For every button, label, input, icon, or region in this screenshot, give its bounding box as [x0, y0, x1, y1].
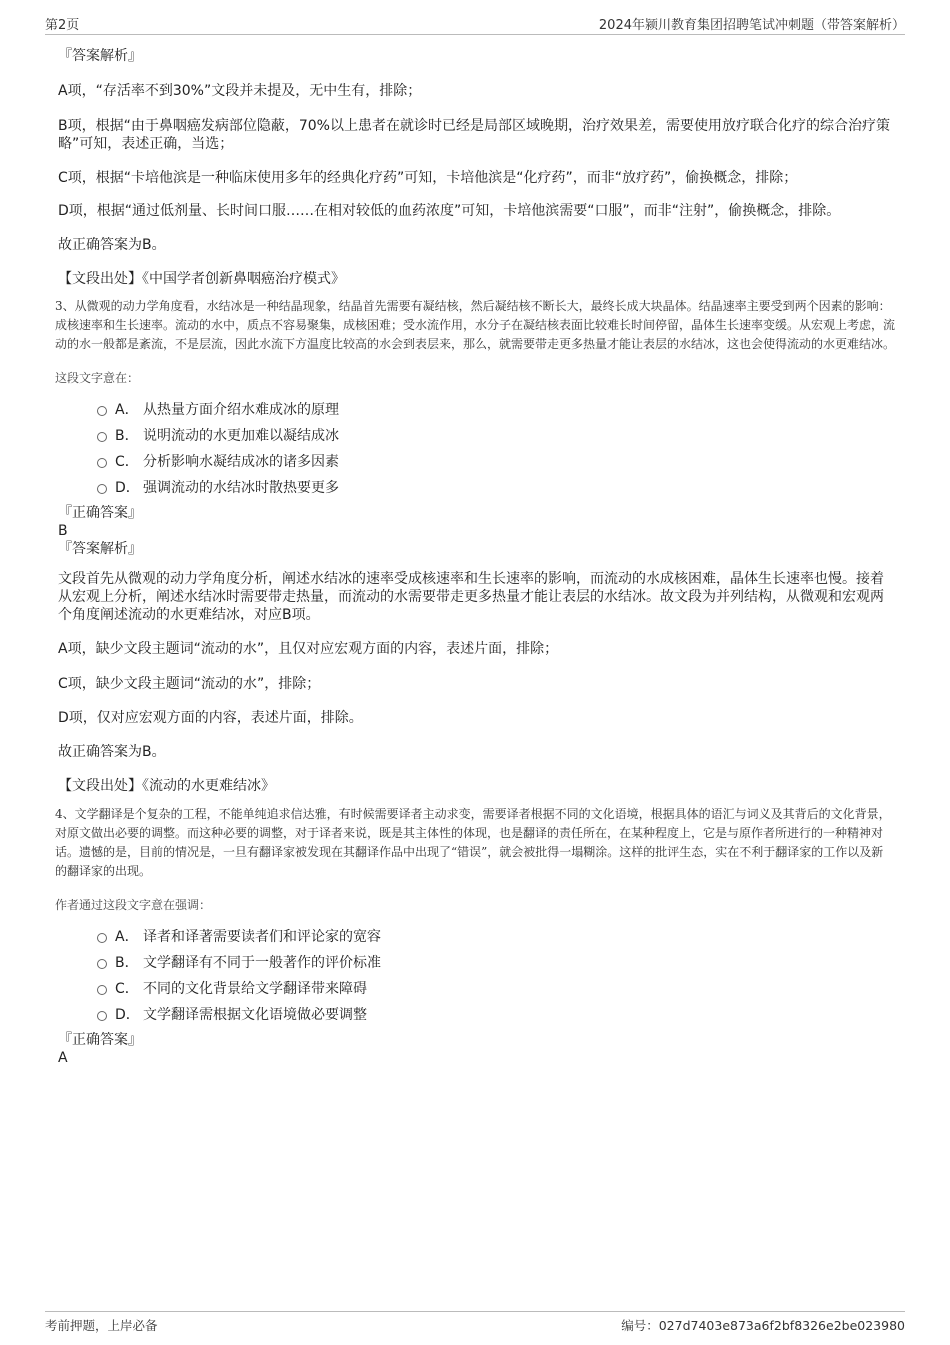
- correct-answer: B: [58, 523, 68, 539]
- question-3-prompt: 这段文字意在：: [55, 371, 140, 385]
- page-header: [45, 14, 905, 35]
- radio-icon[interactable]: [97, 406, 107, 416]
- analysis-line-b: B项，根据“由于鼻咽癌发病部位隐蔽，70%以上患者在就诊时已经是局部区域晚期，治疗效果差，需要使用放疗联合化疗的综合治疗策略”可知，表述正确，当选；: [58, 118, 890, 152]
- question-4-stem: 4、文学翻译是个复杂的工程，不能单纯追求信达雅，有时候需要译者主动求变，需要译者根据不同的文化语境，根据具体的语汇与词义及其背后的文化背景，对原文做出必要的调整。而这种必要的调整，对于译者来说，既是其主体性的体现，也是翻译的责任所在，在某种程度上，它是与原作者所进行的一种精神对话。遗憾的是，目前的情况是，一旦有翻译家被发现在其翻译作品中出现了“错误”，就会被批得一塌糊涂。这样的批评生态，实在不利于翻译家的工作以及新的翻译家的出现。: [55, 807, 891, 878]
- text-source: 【文段出处】《流动的水更难结冰》: [58, 778, 275, 794]
- option-b[interactable]: B． 文学翻译有不同于一般著作的评价标准: [95, 950, 895, 976]
- radio-icon[interactable]: [97, 959, 107, 969]
- option-c[interactable]: C． 不同的文化背景给文学翻译带来障碍: [95, 976, 895, 1002]
- question-3-options: [95, 397, 895, 501]
- question-3-stem: 3、从微观的动力学角度看，水结冰是一种结晶现象，结晶首先需要有凝结核，然后凝结核不断长大，最终长成大块晶体。结晶速率主要受到两个因素的影响：成核速率和生长速率。流动的水中，质点不容易聚集，成核困难；受水流作用，水分子在凝结核表面比较难长时间停留，晶体生长速率变缓。从宏观上考虑，流动的水一般都是紊流，不是层流，因此水流下方温度比较高的水会到表层来，那么，就需要带走更多热量才能让表层的水结冰，这也会使得流动的水更难结冰。: [55, 299, 896, 351]
- radio-icon[interactable]: [97, 458, 107, 468]
- analysis-paragraph: 文段首先从微观的动力学角度分析，阐述水结冰的速率受成核速率和生长速率的影响，而流动的水成核困难，晶体生长速率也慢。接着从宏观上分析，阐述水结冰时需要带走热量，而流动的水需要带走更多热量才能让表层的水结冰。故文段为并列结构，从微观和宏观两个角度阐述流动的水更难结冰，对应B项。: [58, 571, 884, 623]
- question-4-options: [95, 924, 895, 1028]
- analysis-label: 『答案解析』: [58, 541, 142, 557]
- analysis-line-c: C项，缺少文段主题词“流动的水”，排除；: [58, 676, 321, 692]
- analysis-line-c: C项，根据“卡培他滨是一种临床使用多年的经典化疗药”可知，卡培他滨是“化疗药”，而非“放疗药”，偷换概念，排除；: [58, 170, 798, 186]
- page-footer: [45, 1311, 905, 1339]
- radio-icon[interactable]: [97, 985, 107, 995]
- option-b[interactable]: B． 说明流动的水更加难以凝结成冰: [95, 423, 895, 449]
- document-id: 编号：027d7403e873a6f2bf8326e2be023980: [621, 1318, 905, 1333]
- analysis-line-d: D项，根据“通过低剂量、长时间口服……在相对较低的血药浓度”可知，卡培他滨需要“口服”，而非“注射”，偷换概念，排除。: [58, 203, 841, 219]
- option-c[interactable]: C． 分析影响水凝结成冰的诸多因素: [95, 449, 895, 475]
- footer-slogan: 考前押题，上岸必备: [45, 1318, 158, 1333]
- radio-icon[interactable]: [97, 432, 107, 442]
- correct-answer: A: [58, 1050, 68, 1066]
- option-d[interactable]: D． 文学翻译需根据文化语境做必要调整: [95, 1002, 895, 1028]
- analysis-conclusion: 故正确答案为B。: [58, 237, 166, 253]
- analysis-line-a: A项，缺少文段主题词“流动的水”，且仅对应宏观方面的内容，表述片面，排除；: [58, 641, 559, 657]
- page-number: 第2页: [45, 18, 80, 33]
- analysis-label: 『答案解析』: [58, 48, 142, 64]
- text-source: 【文段出处】《中国学者创新鼻咽癌治疗模式》: [58, 271, 345, 287]
- radio-icon[interactable]: [97, 1011, 107, 1021]
- correct-answer-label: 『正确答案』: [58, 505, 142, 521]
- analysis-line-a: A项，“存活率不到30%”文段并未提及，无中生有，排除；: [58, 83, 422, 99]
- radio-icon[interactable]: [97, 933, 107, 943]
- page-content: [55, 46, 895, 1067]
- correct-answer-label: 『正确答案』: [58, 1032, 142, 1048]
- question-4-prompt: 作者通过这段文字意在强调：: [55, 898, 212, 912]
- radio-icon[interactable]: [97, 484, 107, 494]
- option-d[interactable]: D． 强调流动的水结冰时散热要更多: [95, 475, 895, 501]
- analysis-conclusion: 故正确答案为B。: [58, 744, 166, 760]
- option-a[interactable]: A． 从热量方面介绍水难成冰的原理: [95, 397, 895, 423]
- document-title: 2024年颍川教育集团招聘笔试冲刺题（带答案解析）: [598, 18, 905, 33]
- option-a[interactable]: A． 译者和译著需要读者们和评论家的宽容: [95, 924, 895, 950]
- analysis-line-d: D项，仅对应宏观方面的内容，表述片面，排除。: [58, 710, 363, 726]
